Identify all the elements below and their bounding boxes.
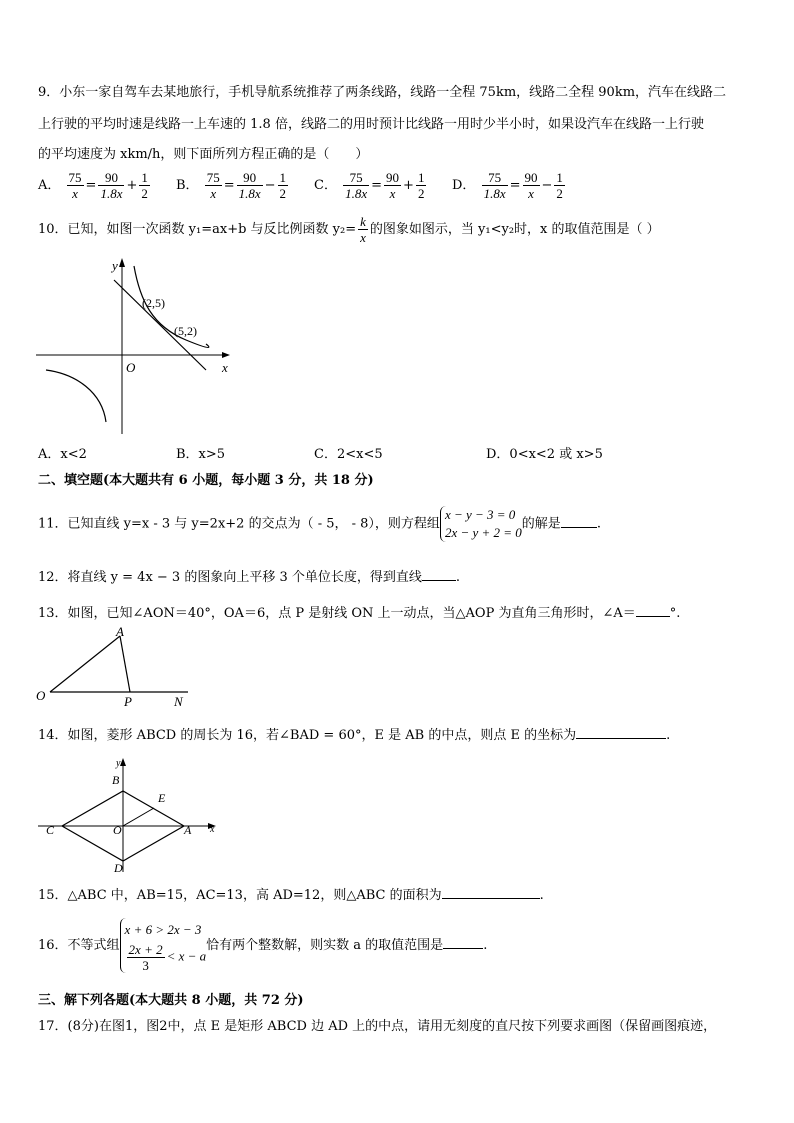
q13-answer-blank[interactable] xyxy=(636,602,670,617)
label-a: A xyxy=(184,823,192,837)
section-3-heading: 三、解下列各题(本大题共 8 小题，共 72 分) xyxy=(38,993,304,1008)
q9-option-c[interactable]: C． $\frac{75}{1.8x}$ = $\frac{90}{x}$ + $\frac{1}{2}$ xyxy=(314,170,425,201)
q16-answer-blank[interactable] xyxy=(443,934,483,949)
q11-answer-blank[interactable] xyxy=(561,513,597,528)
q12-answer-blank[interactable] xyxy=(422,566,456,581)
label-p: P xyxy=(124,694,132,709)
q9-option-b[interactable]: B． $\frac{75}{x}$ = $\frac{90}{1.8x}$ − $\frac{1}{2}$ xyxy=(176,170,287,201)
label-c: C xyxy=(46,823,55,837)
label-o: O xyxy=(113,823,122,837)
q14-stem: 14．如图，菱形 ABCD 的周长为 16，若∠BAD = 60°，E 是 AB 的中点，则点 E 的坐标为 . xyxy=(38,724,670,745)
q14-figure xyxy=(34,754,224,878)
label-a: A xyxy=(116,624,124,639)
label-d: D xyxy=(114,861,123,875)
q9-option-a[interactable]: A． $\frac{75}{x}$ = $\frac{90}{1.8x}$ + $\frac{1}{2}$ xyxy=(38,170,148,201)
q10-stem: 10．已知，如图一次函数 y₁=ax+b 与反比例函数 y₂= $\frac{k}{x}$ 的图象如图示，当 y₁<y₂时，x 的取值范围是（ ） xyxy=(38,214,660,245)
segment-oa xyxy=(50,636,120,692)
q13-stem: 13．如图，已知∠AON＝40°，OA＝6，点 P 是射线 ON 上一动点，当△AOP 为直角三角形时，∠A＝ °. xyxy=(38,602,680,623)
point-5-2-label: (5,2) xyxy=(174,324,197,338)
point-2-5-label: (2,5) xyxy=(142,296,165,310)
hyperbola-branch-2 xyxy=(46,370,106,422)
y-axis-arrow xyxy=(119,258,125,267)
x-axis-arrow xyxy=(222,352,230,358)
q9-line3: 的平均速度为 xkm/h，则下面所列方程正确的是（ ） xyxy=(38,147,369,162)
q13-figure xyxy=(34,624,194,710)
q16-stem: 16．不等式组 x + 6 > 2x − 3 $\frac{2x + 2}{3}$ < x − a 恰有两个整数解，则实数 a 的取值范围是 . xyxy=(38,918,487,973)
q9-option-d[interactable]: D． $\frac{75}{1.8x}$ = $\frac{90}{x}$ − $\frac{1}{2}$ xyxy=(452,170,563,201)
segment-oe xyxy=(123,808,154,826)
q10-option-a[interactable]: A．x<2 xyxy=(38,447,87,462)
x-label: x xyxy=(210,824,215,835)
q14-answer-blank[interactable] xyxy=(576,724,666,739)
y-axis-label: y xyxy=(112,258,118,273)
q15-stem: 15．△ABC 中，AB=15，AC=13，高 AD=12，则△ABC 的面积为 . xyxy=(38,884,544,905)
q12-stem: 12．将直线 y = 4x − 3 的图象向上平移 3 个单位长度，得到直线 . xyxy=(38,566,460,587)
y-axis-arrow xyxy=(120,758,126,766)
segment-ap xyxy=(120,636,130,692)
origin-label: O xyxy=(126,360,136,375)
q17-stem: 17．(8分)在图1，图2中，点 E 是矩形 ABCD 边 AD 上的中点，请用无刻度的直尺按下列要求画图（保留画图痕迹， xyxy=(38,1019,717,1034)
q10-option-b[interactable]: B．x>5 xyxy=(176,447,226,462)
q9-line1: 9．小东一家自驾车去某地旅行，手机导航系统推荐了两条线路，线路一全程 75km，线路二全程 90km，汽车在线路二 xyxy=(38,85,727,100)
q15-answer-blank[interactable] xyxy=(442,884,540,899)
section-2-heading: 二、填空题(本大题共有 6 小题，每小题 3 分，共 18 分) xyxy=(38,473,374,488)
label-e: E xyxy=(158,791,166,805)
label-n: N xyxy=(174,694,183,709)
q10-option-d[interactable]: D．0<x<2 或 x>5 xyxy=(486,447,603,462)
label-b: B xyxy=(112,773,120,787)
label-o: O xyxy=(36,688,46,703)
y-label: y xyxy=(116,758,121,769)
x-axis-label: x xyxy=(222,360,228,375)
q11-equation-system: x − y − 3 = 0 2x − y + 2 = 0 xyxy=(440,506,522,542)
q10-graph xyxy=(36,252,236,437)
q16-inequality-system: x + 6 > 2x − 3 $\frac{2x + 2}{3}$ < x − a xyxy=(120,918,207,973)
q10-option-c[interactable]: C．2<x<5 xyxy=(314,447,383,462)
q9-line2: 上行驶的平均时速是线路一上车速的 1.8 倍，线路二的用时预计比线路一用时少半小时，如果设汽车在线路一上行驶 xyxy=(38,117,704,132)
q11-stem: 11．已知直线 y=x - 3 与 y=2x+2 的交点为（ - 5， - 8），则方程组 x − y − 3 = 0 2x − y + 2 = 0 的解是 . xyxy=(38,507,601,540)
